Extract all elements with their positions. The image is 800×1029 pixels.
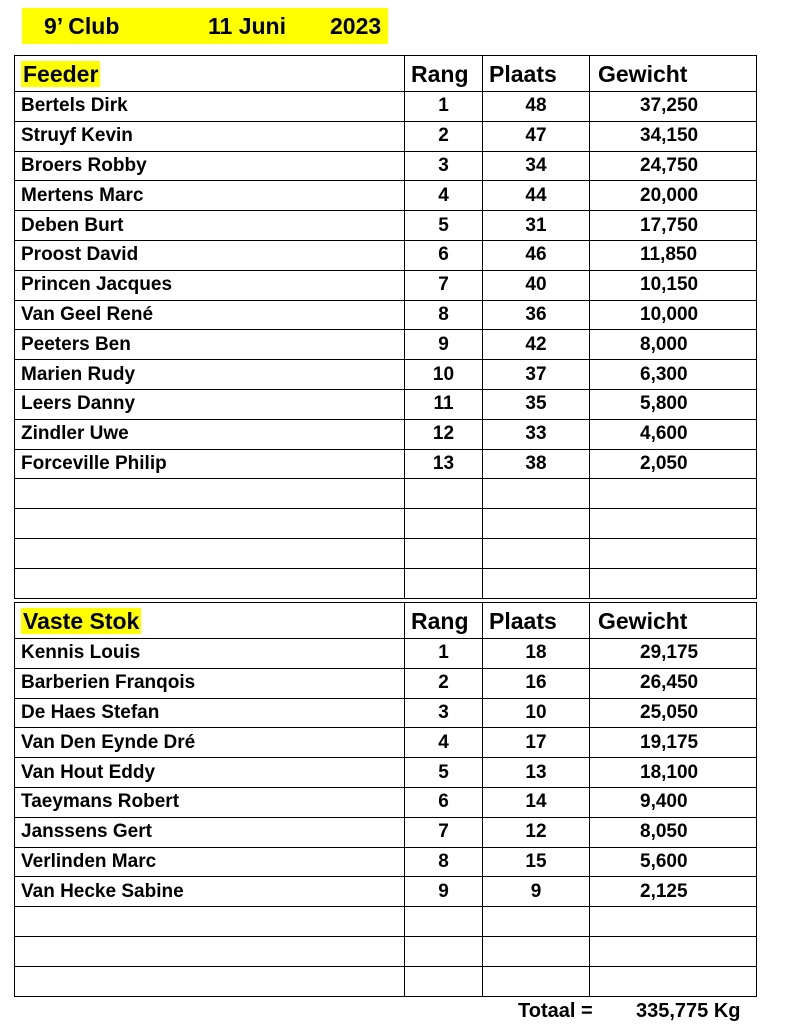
plaats-cell: 42 (483, 330, 590, 360)
plaats-cell: 17 (483, 728, 590, 758)
feeder-title: Feeder (23, 60, 99, 87)
gewicht-header: Gewicht (590, 603, 757, 639)
plaats-cell: 37 (483, 360, 590, 390)
feeder-header-row (15, 56, 757, 92)
gewicht-cell: 18,100 (590, 758, 757, 788)
rang-cell: 7 (405, 817, 483, 847)
rang-cell: 8 (405, 847, 483, 877)
rang-cell (405, 509, 483, 539)
table-row (15, 787, 757, 817)
angler-name-cell: Bertels Dirk (15, 92, 405, 122)
angler-name-cell: Kennis Louis (15, 639, 405, 669)
rang-cell: 13 (405, 449, 483, 479)
gewicht-cell: 26,450 (590, 668, 757, 698)
gewicht-cell: 8,050 (590, 817, 757, 847)
table-row (15, 211, 757, 241)
table-row (15, 758, 757, 788)
plaats-cell: 46 (483, 240, 590, 270)
table-row (15, 92, 757, 122)
rang-cell: 5 (405, 211, 483, 241)
gewicht-cell: 9,400 (590, 787, 757, 817)
vaste-stok-title-cell (15, 603, 405, 639)
table-row (15, 538, 757, 568)
angler-name-cell: Princen Jacques (15, 270, 405, 300)
vaste-stok-header-row (15, 603, 757, 639)
plaats-cell: 12 (483, 817, 590, 847)
angler-name-cell: Struyf Kevin (15, 121, 405, 151)
table-row (15, 847, 757, 877)
feeder-results-table (14, 55, 757, 599)
plaats-cell: 35 (483, 389, 590, 419)
angler-name-cell (15, 936, 405, 966)
table-row (15, 639, 757, 669)
plaats-cell: 38 (483, 449, 590, 479)
table-row (15, 817, 757, 847)
gewicht-cell: 24,750 (590, 151, 757, 181)
rang-cell: 1 (405, 92, 483, 122)
gewicht-cell: 10,150 (590, 270, 757, 300)
plaats-header: Plaats (483, 603, 590, 639)
total-label: Totaal = (518, 1000, 593, 1022)
plaats-cell (483, 966, 590, 996)
rang-cell: 12 (405, 419, 483, 449)
rang-cell (405, 538, 483, 568)
angler-name-cell: Barberien Franqois (15, 668, 405, 698)
table-row (15, 270, 757, 300)
table-row (15, 728, 757, 758)
table-row (15, 449, 757, 479)
gewicht-cell: 5,600 (590, 847, 757, 877)
angler-name-cell: Mertens Marc (15, 181, 405, 211)
rang-cell: 1 (405, 639, 483, 669)
gewicht-cell: 2,125 (590, 877, 757, 907)
rang-cell: 4 (405, 181, 483, 211)
angler-name-cell (15, 907, 405, 937)
rang-cell: 2 (405, 121, 483, 151)
rang-cell: 9 (405, 877, 483, 907)
angler-name-cell: Van Geel René (15, 300, 405, 330)
vaste-stok-results-table (14, 602, 757, 997)
table-row (15, 360, 757, 390)
rang-cell (405, 907, 483, 937)
angler-name-cell: Van Hecke Sabine (15, 877, 405, 907)
club-name: 9’ Club (44, 13, 120, 39)
plaats-cell: 44 (483, 181, 590, 211)
gewicht-cell: 5,800 (590, 389, 757, 419)
rang-cell: 2 (405, 668, 483, 698)
rang-cell (405, 568, 483, 598)
plaats-cell: 18 (483, 639, 590, 669)
rang-cell: 6 (405, 240, 483, 270)
gewicht-cell (590, 568, 757, 598)
table-row (15, 568, 757, 598)
plaats-cell (483, 509, 590, 539)
angler-name-cell: De Haes Stefan (15, 698, 405, 728)
table-row (15, 668, 757, 698)
rang-header: Rang (405, 603, 483, 639)
gewicht-cell: 29,175 (590, 639, 757, 669)
plaats-cell: 34 (483, 151, 590, 181)
gewicht-cell: 11,850 (590, 240, 757, 270)
vaste-stok-title: Vaste Stok (23, 607, 140, 634)
feeder-title-cell (15, 56, 405, 92)
plaats-cell: 10 (483, 698, 590, 728)
plaats-header: Plaats (483, 56, 590, 92)
angler-name-cell (15, 509, 405, 539)
plaats-cell: 13 (483, 758, 590, 788)
gewicht-cell (590, 509, 757, 539)
event-date: 11 Juni (208, 13, 286, 39)
plaats-cell: 15 (483, 847, 590, 877)
table-row (15, 181, 757, 211)
plaats-cell (483, 568, 590, 598)
gewicht-cell: 10,000 (590, 300, 757, 330)
plaats-cell: 47 (483, 121, 590, 151)
plaats-cell: 36 (483, 300, 590, 330)
total-summary (518, 998, 741, 1024)
angler-name-cell (15, 966, 405, 996)
table-row (15, 479, 757, 509)
angler-name-cell: Broers Robby (15, 151, 405, 181)
rang-cell: 9 (405, 330, 483, 360)
gewicht-cell: 34,150 (590, 121, 757, 151)
rang-cell (405, 936, 483, 966)
angler-name-cell: Marien Rudy (15, 360, 405, 390)
plaats-cell (483, 936, 590, 966)
angler-name-cell (15, 479, 405, 509)
rang-cell: 5 (405, 758, 483, 788)
gewicht-cell (590, 936, 757, 966)
rang-cell: 3 (405, 698, 483, 728)
plaats-cell: 9 (483, 877, 590, 907)
plaats-cell: 16 (483, 668, 590, 698)
gewicht-cell: 8,000 (590, 330, 757, 360)
rang-cell (405, 479, 483, 509)
table-row (15, 509, 757, 539)
gewicht-cell (590, 538, 757, 568)
gewicht-cell: 19,175 (590, 728, 757, 758)
angler-name-cell (15, 568, 405, 598)
table-row (15, 330, 757, 360)
angler-name-cell: Proost David (15, 240, 405, 270)
table-row (15, 936, 757, 966)
plaats-cell: 48 (483, 92, 590, 122)
angler-name-cell: Van Hout Eddy (15, 758, 405, 788)
angler-name-cell (15, 538, 405, 568)
table-row (15, 121, 757, 151)
gewicht-cell: 37,250 (590, 92, 757, 122)
plaats-cell: 31 (483, 211, 590, 241)
gewicht-header: Gewicht (590, 56, 757, 92)
plaats-cell: 14 (483, 787, 590, 817)
angler-name-cell: Taeymans Robert (15, 787, 405, 817)
angler-name-cell: Van Den Eynde Dré (15, 728, 405, 758)
gewicht-cell: 17,750 (590, 211, 757, 241)
table-row (15, 151, 757, 181)
gewicht-cell: 6,300 (590, 360, 757, 390)
angler-name-cell: Deben Burt (15, 211, 405, 241)
rang-cell: 10 (405, 360, 483, 390)
table-row (15, 389, 757, 419)
angler-name-cell: Zindler Uwe (15, 419, 405, 449)
rang-cell (405, 966, 483, 996)
rang-header: Rang (405, 56, 483, 92)
table-row (15, 877, 757, 907)
gewicht-cell: 25,050 (590, 698, 757, 728)
plaats-cell (483, 479, 590, 509)
rang-cell: 4 (405, 728, 483, 758)
rang-cell: 8 (405, 300, 483, 330)
total-value: 335,775 Kg (636, 1000, 741, 1022)
gewicht-cell: 20,000 (590, 181, 757, 211)
plaats-cell: 33 (483, 419, 590, 449)
rang-cell: 6 (405, 787, 483, 817)
table-row (15, 240, 757, 270)
table-row (15, 419, 757, 449)
table-row (15, 300, 757, 330)
table-row (15, 966, 757, 996)
gewicht-cell (590, 479, 757, 509)
gewicht-cell (590, 966, 757, 996)
plaats-cell (483, 907, 590, 937)
angler-name-cell: Verlinden Marc (15, 847, 405, 877)
event-year: 2023 (330, 13, 382, 39)
gewicht-cell: 4,600 (590, 419, 757, 449)
angler-name-cell: Forceville Philip (15, 449, 405, 479)
angler-name-cell: Janssens Gert (15, 817, 405, 847)
rang-cell: 11 (405, 389, 483, 419)
angler-name-cell: Peeters Ben (15, 330, 405, 360)
table-row (15, 698, 757, 728)
rang-cell: 3 (405, 151, 483, 181)
gewicht-cell: 2,050 (590, 449, 757, 479)
angler-name-cell: Leers Danny (15, 389, 405, 419)
gewicht-cell (590, 907, 757, 937)
table-row (15, 907, 757, 937)
plaats-cell (483, 538, 590, 568)
plaats-cell: 40 (483, 270, 590, 300)
rang-cell: 7 (405, 270, 483, 300)
